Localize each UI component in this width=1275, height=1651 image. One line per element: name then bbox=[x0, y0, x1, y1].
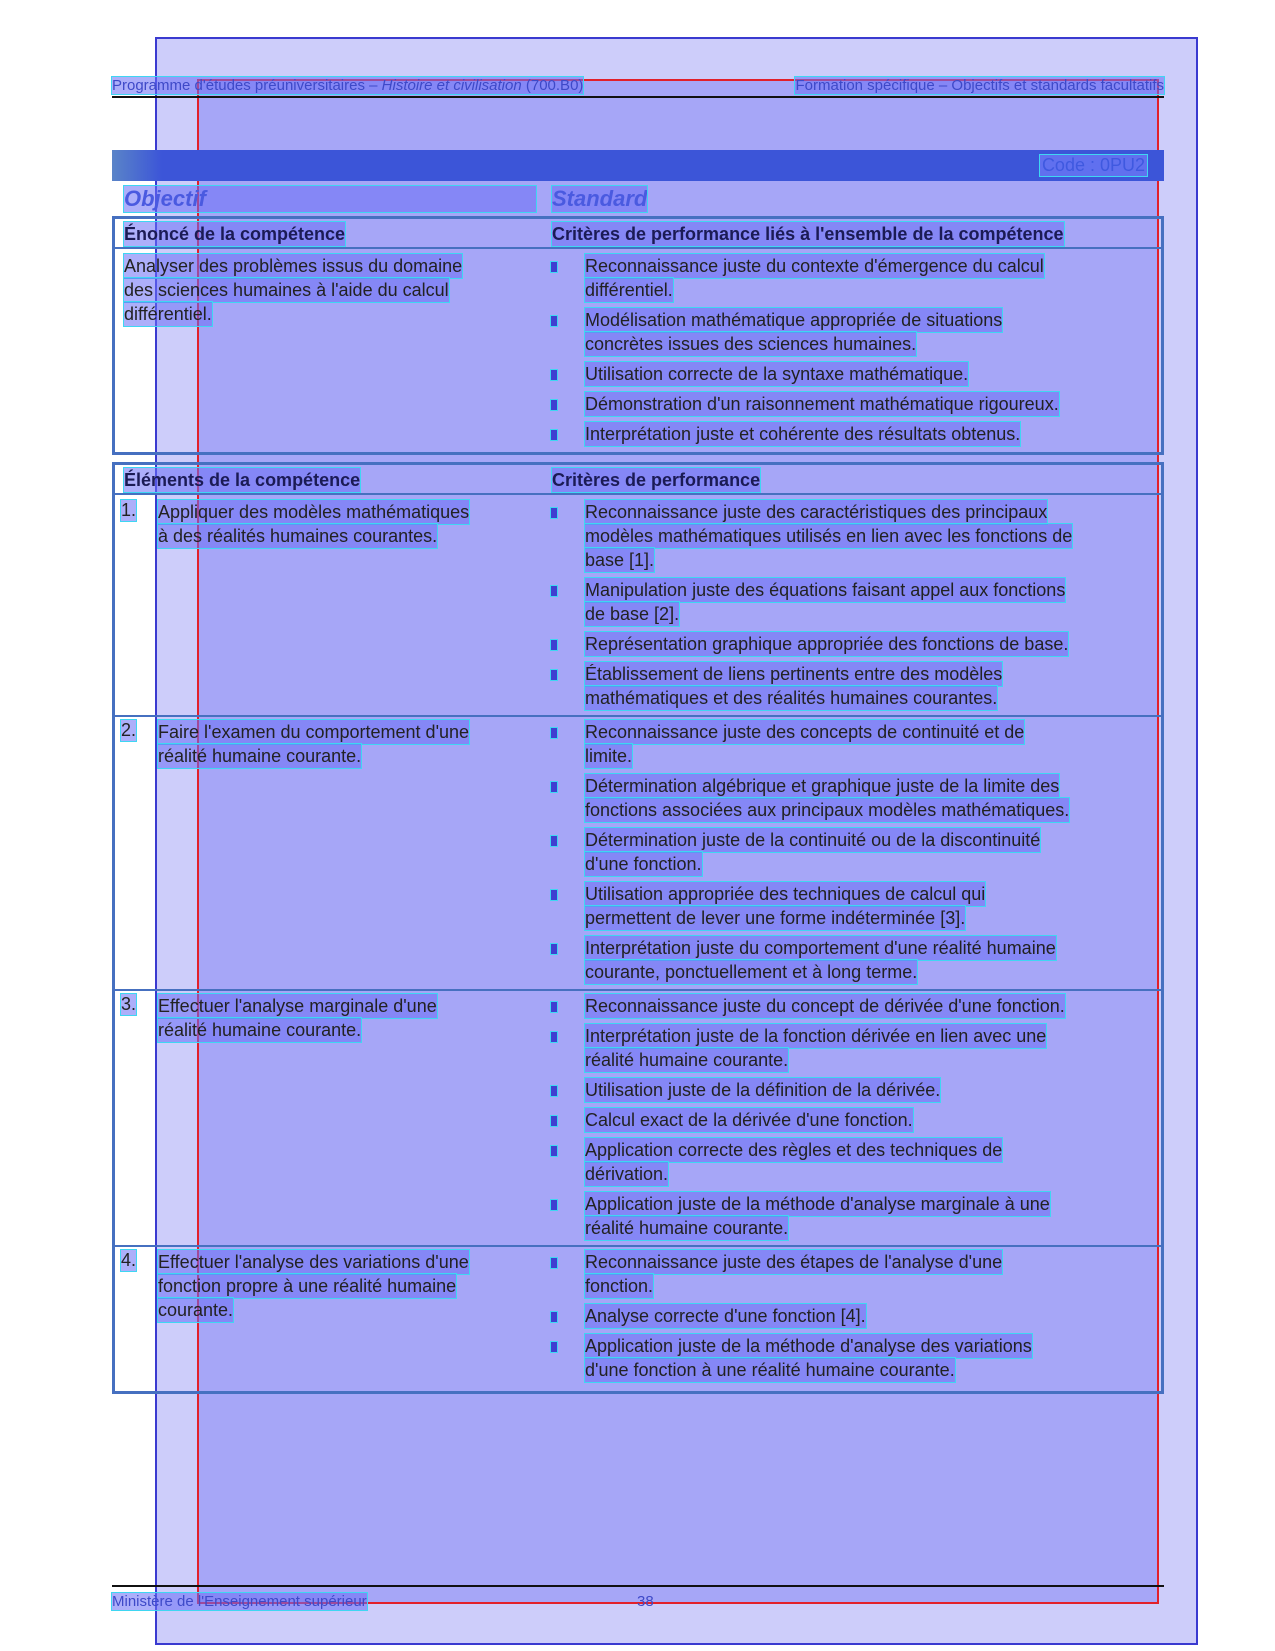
criterion bbox=[585, 362, 1160, 386]
criterion-line: Interprétation juste du comportement d'une réalité humaine bbox=[585, 938, 1056, 958]
bullet-icon bbox=[551, 316, 557, 326]
criterion-line: Utilisation juste de la définition de la dérivée. bbox=[585, 1080, 941, 1100]
criterion-line: Représentation graphique appropriée des fonctions de base. bbox=[585, 634, 1069, 654]
bullet-icon bbox=[551, 430, 557, 440]
criterion bbox=[585, 828, 1160, 876]
criterion bbox=[585, 936, 1160, 984]
criterion bbox=[585, 662, 1160, 710]
bullet-icon bbox=[551, 586, 557, 596]
criterion-line: Utilisation appropriée des techniques de calcul qui bbox=[585, 884, 986, 904]
header-left-italic: Histoire et civilisation bbox=[381, 77, 522, 94]
criterion-line: Application juste de la méthode d'analyse marginale à une bbox=[585, 1194, 1050, 1214]
bullet-icon bbox=[551, 944, 557, 954]
criterion-line: Interprétation juste et cohérente des résultats obtenus. bbox=[585, 424, 1021, 444]
code-bar bbox=[112, 150, 1164, 181]
bullet-icon bbox=[551, 1002, 557, 1012]
criterion bbox=[585, 720, 1160, 768]
statement-line: différentiel. bbox=[124, 304, 212, 324]
bullet-icon bbox=[551, 1312, 557, 1322]
standard-heading: Standard bbox=[552, 186, 648, 211]
criterion-line: différentiel. bbox=[585, 280, 673, 300]
criterion bbox=[585, 774, 1160, 822]
criterion-line: Reconnaissance juste des étapes de l'analyse d'une bbox=[585, 1252, 1003, 1272]
criterion bbox=[585, 1334, 1160, 1382]
statement-line: Appliquer des modèles mathématiques bbox=[158, 502, 470, 522]
header-right: Formation spécifique – Objectifs et standards facultatifs bbox=[795, 77, 1164, 94]
criterion-line: fonctions associées aux principaux modèles mathématiques. bbox=[585, 800, 1070, 820]
criterion-line: Établissement de liens pertinents entre des modèles bbox=[585, 664, 1003, 684]
bullet-icon bbox=[551, 1032, 557, 1042]
statement-line: des sciences humaines à l'aide du calcul bbox=[124, 280, 449, 300]
bullet-icon bbox=[551, 1116, 557, 1126]
bullet-icon bbox=[551, 1086, 557, 1096]
criterion-line: permettent de lever une forme indéterminée [3]. bbox=[585, 908, 966, 928]
criterion-line: Interprétation juste de la fonction dérivée en lien avec une bbox=[585, 1026, 1047, 1046]
bullet-icon bbox=[551, 262, 557, 272]
criterion-line: Démonstration d'un raisonnement mathématique rigoureux. bbox=[585, 394, 1059, 414]
criterion-line: limite. bbox=[585, 746, 633, 766]
criterion-line: Application correcte des règles et des techniques de bbox=[585, 1140, 1003, 1160]
element-number: 3. bbox=[121, 994, 137, 1014]
criterion bbox=[585, 1024, 1160, 1072]
bullet-icon bbox=[551, 400, 557, 410]
statement-line: réalité humaine courante. bbox=[158, 1020, 362, 1040]
criterion bbox=[585, 500, 1160, 572]
criterion bbox=[585, 1138, 1160, 1186]
criterion-line: Reconnaissance juste du contexte d'émergence du calcul bbox=[585, 256, 1044, 276]
criterion-line: modèles mathématiques utilisés en lien avec les fonctions de bbox=[585, 526, 1073, 546]
criterion bbox=[585, 632, 1160, 656]
criterion bbox=[585, 308, 1160, 356]
criterion-line: réalité humaine courante. bbox=[585, 1050, 789, 1070]
criterion bbox=[585, 1250, 1160, 1298]
bullet-icon bbox=[551, 670, 557, 680]
bullet-icon bbox=[551, 1342, 557, 1352]
criterion-line: base [1]. bbox=[585, 550, 655, 570]
criterion-line: concrètes issues des sciences humaines. bbox=[585, 334, 917, 354]
statement-line: Effectuer l'analyse marginale d'une bbox=[158, 996, 437, 1016]
criterion bbox=[585, 1304, 1160, 1328]
criterion bbox=[585, 422, 1160, 446]
criterion-line: Détermination algébrique et graphique juste de la limite des bbox=[585, 776, 1060, 796]
page-number: 38 bbox=[637, 1593, 654, 1610]
header-left-prefix: Programme d'études préuniversitaires – bbox=[112, 77, 382, 94]
criterion-line: dérivation. bbox=[585, 1164, 669, 1184]
criterion-line: mathématiques et des réalités humaines courantes. bbox=[585, 688, 998, 708]
elements-header: Éléments de la compétence bbox=[124, 470, 361, 490]
page-header bbox=[112, 76, 1164, 98]
bullet-icon bbox=[551, 640, 557, 650]
objective-heading: Objectif bbox=[124, 186, 536, 212]
criterion bbox=[585, 882, 1160, 930]
criterion-line: Manipulation juste des équations faisant appel aux fonctions bbox=[585, 580, 1066, 600]
statement-line: Faire l'examen du comportement d'une bbox=[158, 722, 470, 742]
criterion-line: Utilisation correcte de la syntaxe mathématique. bbox=[585, 364, 969, 384]
bullet-icon bbox=[551, 836, 557, 846]
competency-code: Code : 0PU2 bbox=[1041, 155, 1145, 175]
criterion-line: Détermination juste de la continuité ou de la discontinuité bbox=[585, 830, 1041, 850]
row-divider bbox=[112, 715, 1164, 717]
page-footer bbox=[112, 1585, 1164, 1610]
footer-ministry: Ministère de l'Enseignement supérieur bbox=[112, 1593, 367, 1610]
criterion-line: Reconnaissance juste des caractéristiques des principaux bbox=[585, 502, 1048, 522]
bullet-icon bbox=[551, 1146, 557, 1156]
competency-statement bbox=[124, 254, 544, 326]
statement-line: courante. bbox=[158, 1300, 234, 1320]
criterion-line: Application juste de la méthode d'analyse des variations bbox=[585, 1336, 1032, 1356]
row-divider bbox=[112, 1245, 1164, 1247]
bullet-icon bbox=[551, 1200, 557, 1210]
criteria-header: Critères de performance bbox=[552, 470, 761, 490]
criterion-line: fonction. bbox=[585, 1276, 654, 1296]
criterion-line: Modélisation mathématique appropriée de situations bbox=[585, 310, 1003, 330]
element-statement bbox=[158, 994, 578, 1042]
bullet-icon bbox=[551, 890, 557, 900]
element-number: 2. bbox=[121, 720, 137, 740]
header-left-suffix: (700.B0) bbox=[521, 77, 584, 94]
criterion-line: Calcul exact de la dérivée d'une fonction. bbox=[585, 1110, 913, 1130]
criteria-all-header: Critères de performance liés à l'ensemble de la compétence bbox=[552, 224, 1064, 244]
row-divider bbox=[112, 247, 1164, 249]
criterion-line: d'une fonction à une réalité humaine courante. bbox=[585, 1360, 955, 1380]
statement-line: à des réalités humaines courantes. bbox=[158, 526, 438, 546]
criterion-line: réalité humaine courante. bbox=[585, 1218, 789, 1238]
bullet-icon bbox=[551, 370, 557, 380]
row-divider bbox=[112, 493, 1164, 495]
statement-line: fonction propre à une réalité humaine bbox=[158, 1276, 457, 1296]
criterion bbox=[585, 392, 1160, 416]
bullet-icon bbox=[551, 1258, 557, 1268]
criterion-line: d'une fonction. bbox=[585, 854, 702, 874]
element-number: 1. bbox=[121, 500, 137, 520]
element-statement bbox=[158, 500, 578, 548]
statement-line: Analyser des problèmes issus du domaine bbox=[124, 256, 463, 276]
criterion bbox=[585, 1108, 1160, 1132]
element-statement bbox=[158, 720, 578, 768]
criterion-line: courante, ponctuellement et à long terme. bbox=[585, 962, 918, 982]
criterion bbox=[585, 254, 1160, 302]
criterion-line: Reconnaissance juste des concepts de continuité et de bbox=[585, 722, 1025, 742]
bullet-icon bbox=[551, 508, 557, 518]
element-statement bbox=[158, 1250, 578, 1322]
criterion-line: Reconnaissance juste du concept de dérivée d'une fonction. bbox=[585, 996, 1065, 1016]
bullet-icon bbox=[551, 782, 557, 792]
statement-header: Énoncé de la compétence bbox=[124, 224, 346, 244]
bullet-icon bbox=[551, 728, 557, 738]
criterion bbox=[585, 994, 1160, 1018]
header-left bbox=[112, 77, 583, 94]
criterion bbox=[585, 578, 1160, 626]
criterion-line: de base [2]. bbox=[585, 604, 680, 624]
row-divider bbox=[112, 989, 1164, 991]
element-number: 4. bbox=[121, 1250, 137, 1270]
statement-line: réalité humaine courante. bbox=[158, 746, 362, 766]
statement-line: Effectuer l'analyse des variations d'une bbox=[158, 1252, 469, 1272]
criterion bbox=[585, 1078, 1160, 1102]
criterion bbox=[585, 1192, 1160, 1240]
criterion-line: Analyse correcte d'une fonction [4]. bbox=[585, 1306, 866, 1326]
